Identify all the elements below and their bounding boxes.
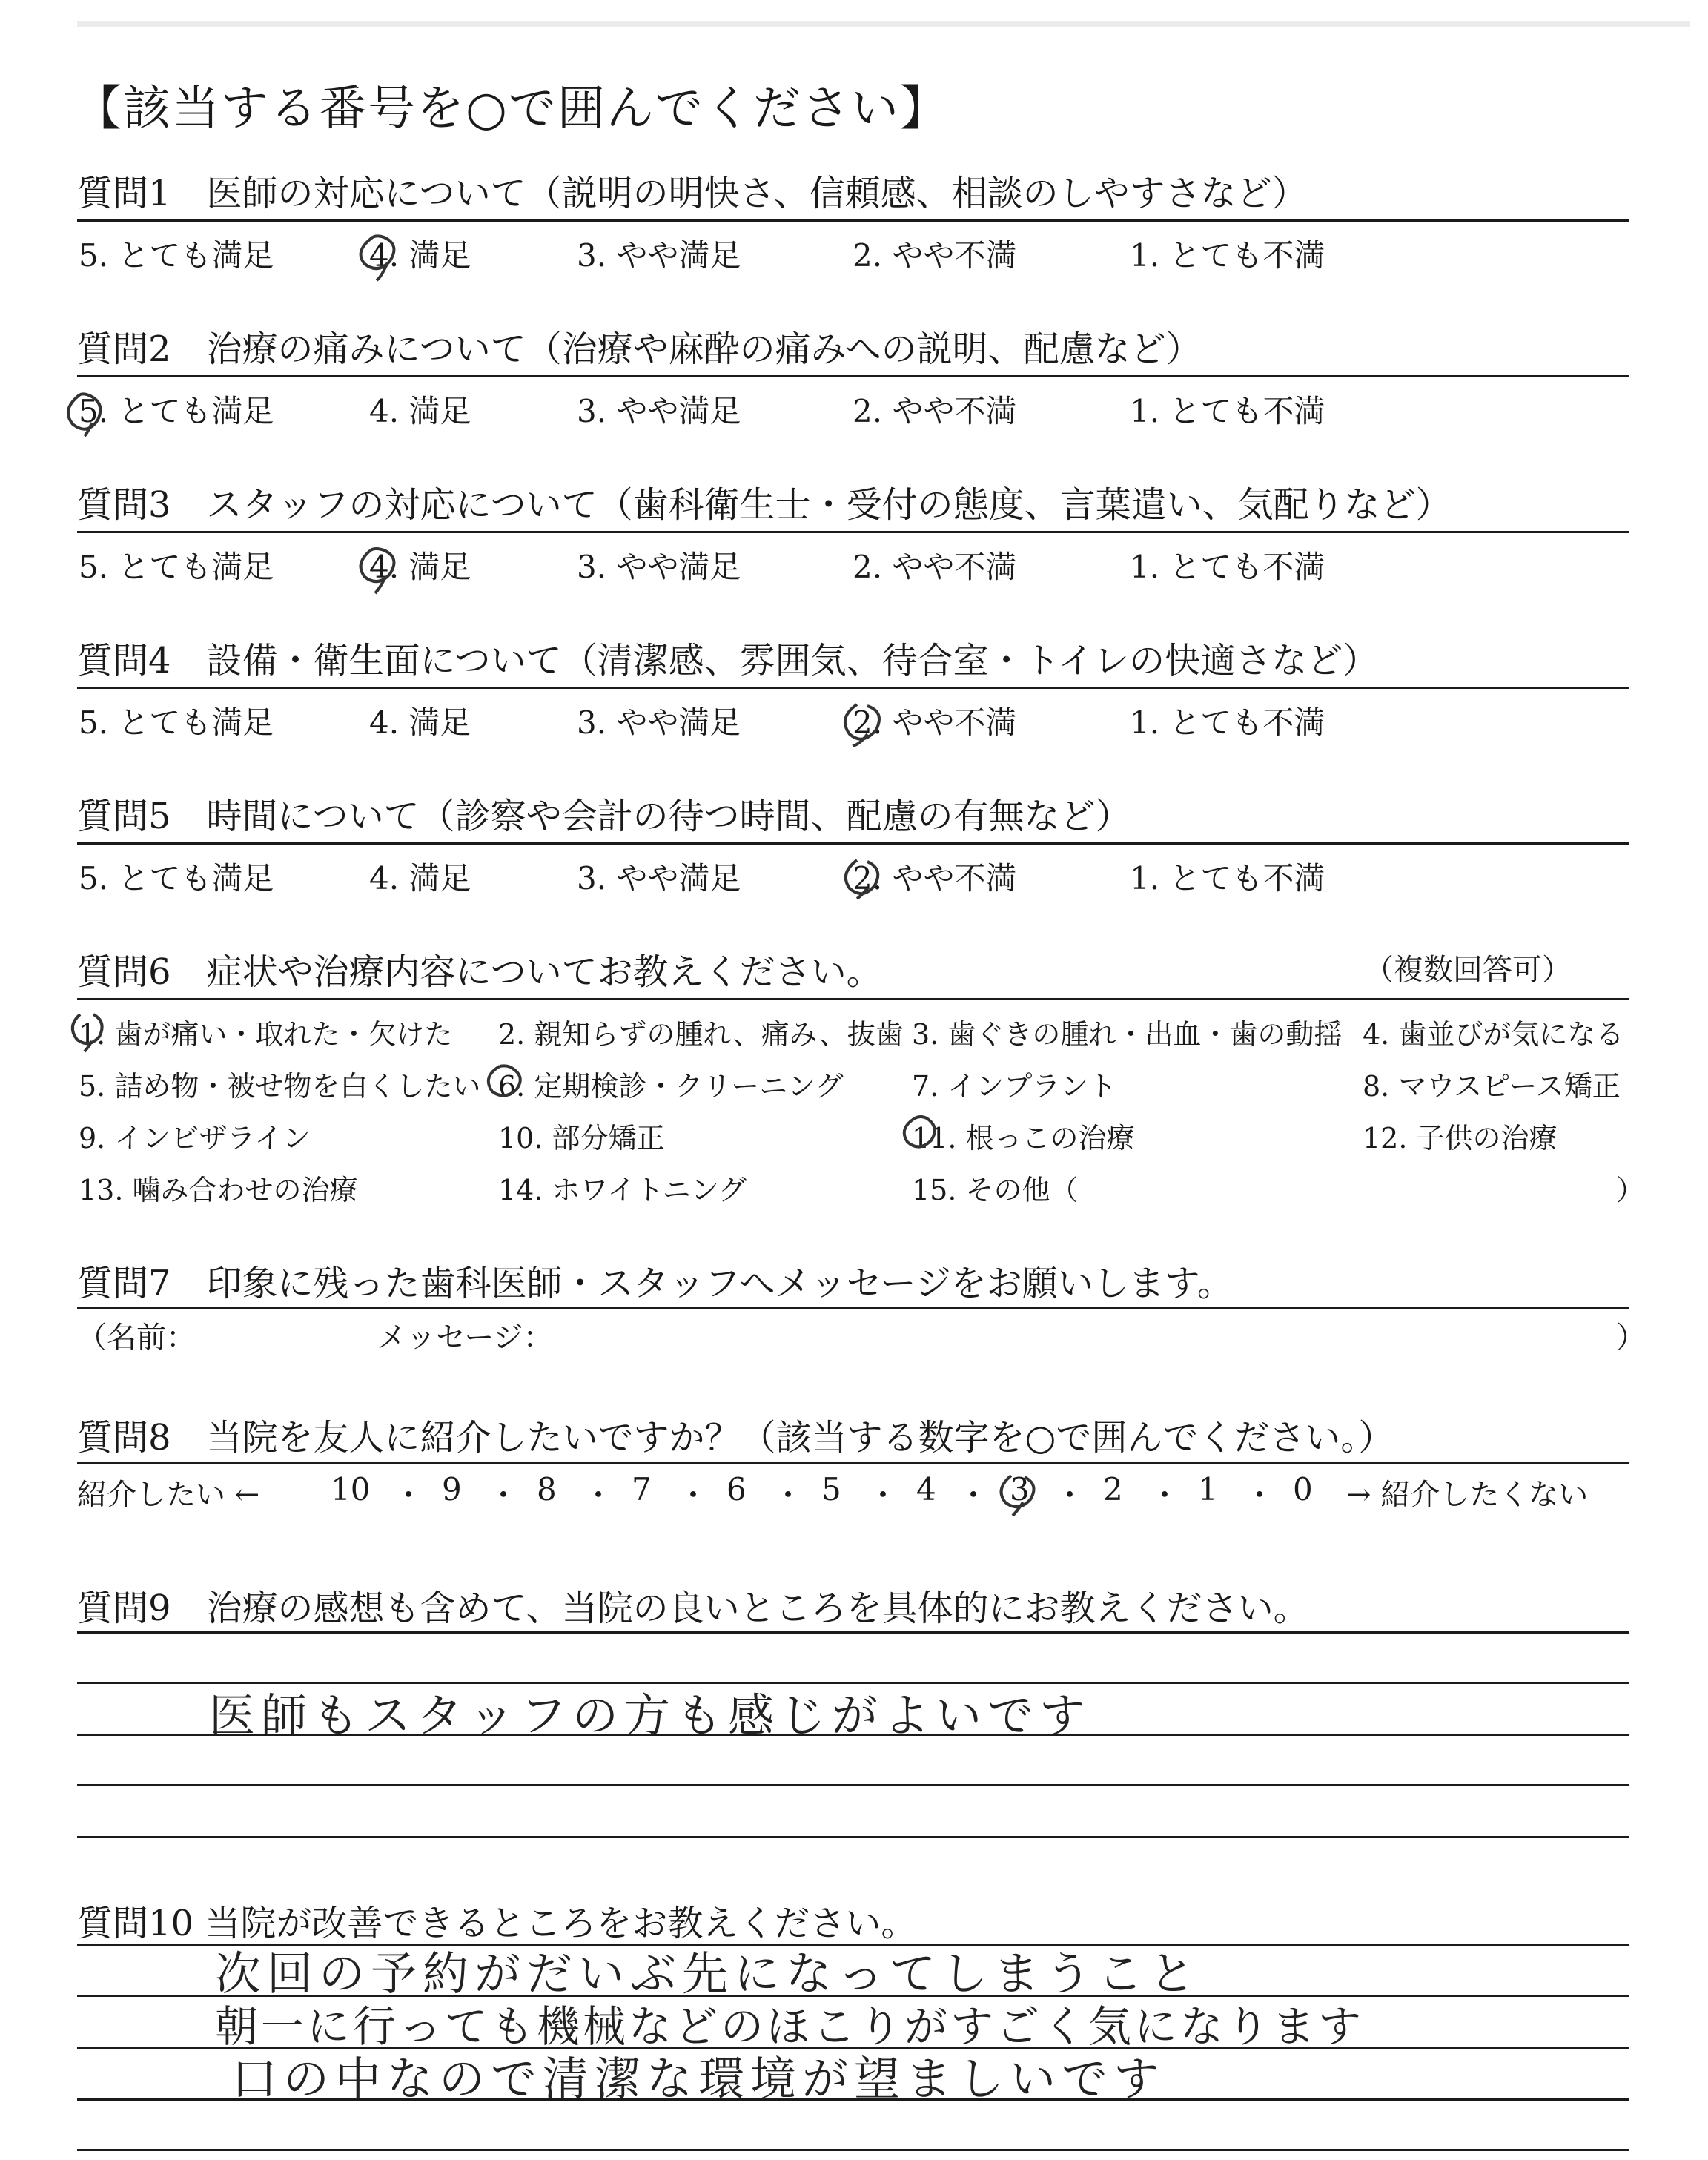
page-heading: 【該当する番号を○で囲んでください】 [74, 82, 949, 136]
q6-option-14[interactable]: 14. ホワイトニング [498, 1174, 747, 1206]
q10-handwritten-answer-1: 次回の予約がだいぶ先になってしまうこと [215, 1946, 1202, 2001]
q5-option-1[interactable]: 1. とても不満 [1130, 860, 1325, 896]
scale-dot: ・ [1054, 1477, 1086, 1513]
q1-option-1[interactable]: 1. とても不満 [1130, 237, 1325, 274]
q6-option-7[interactable]: 7. インプラント [912, 1070, 1117, 1103]
q2-option-2[interactable]: 2. やや不満 [853, 393, 1017, 429]
recommend-left-label: 紹介したい ← [77, 1478, 260, 1512]
q3-option-2[interactable]: 2. やや不満 [853, 549, 1017, 585]
q5-option-2[interactable]: 2. やや不満 [853, 860, 1017, 896]
top-border [77, 21, 1690, 27]
scale-4[interactable]: 4 [916, 1471, 936, 1507]
scale-dot: ・ [488, 1477, 520, 1513]
question-5-title: 質問5 時間について（診察や会計の待つ時間、配慮の有無など） [77, 796, 1131, 837]
question-3-rule [77, 531, 1629, 533]
q1-option-3[interactable]: 3. やや満足 [577, 237, 741, 274]
q10-handwritten-answer-3: 口の中なので清潔な環境が望ましいです [231, 2052, 1166, 2106]
scale-7[interactable]: 7 [632, 1471, 652, 1507]
q6-option-6[interactable]: 6. 定期検診・クリーニング [498, 1070, 844, 1103]
scale-8[interactable]: 8 [537, 1471, 557, 1507]
q6-option-3[interactable]: 3. 歯ぐきの腫れ・出血・歯の動揺 [912, 1018, 1343, 1051]
question-4-rule [77, 687, 1629, 689]
q1-option-4[interactable]: 4. 満足 [369, 237, 471, 274]
scale-9[interactable]: 9 [442, 1471, 462, 1507]
question-1-title: 質問1 医師の対応について（説明の明快さ、信頼感、相談のしやすさなど） [77, 173, 1308, 214]
q4-option-3[interactable]: 3. やや満足 [577, 704, 741, 741]
name-label: （名前： [77, 1321, 196, 1355]
q6-option-15[interactable]: 15. その他（ [912, 1174, 1079, 1206]
scale-10[interactable]: 10 [331, 1471, 371, 1507]
q6-option-5[interactable]: 5. 詰め物・被せ物を白くしたい [79, 1070, 481, 1103]
question-1-rule [77, 219, 1629, 222]
question-4-title: 質問4 設備・衛生面について（清潔感、雰囲気、待合室・トイレの快適さなど） [77, 640, 1379, 681]
question-2-title: 質問2 治療の痛みについて（治療や麻酔の痛みへの説明、配慮など） [77, 328, 1202, 370]
scale-6[interactable]: 6 [726, 1471, 747, 1507]
scale-2[interactable]: 2 [1103, 1471, 1123, 1507]
q6-option-13[interactable]: 13. 噛み合わせの治療 [79, 1174, 358, 1206]
scale-dot: ・ [1244, 1477, 1276, 1513]
q5-option-5[interactable]: 5. とても満足 [79, 860, 274, 896]
q6-option-4[interactable]: 4. 歯並びが気になる [1363, 1018, 1624, 1051]
scale-dot: ・ [958, 1477, 990, 1513]
q2-option-1[interactable]: 1. とても不満 [1130, 393, 1325, 429]
question-3-title: 質問3 スタッフの対応について（歯科衛生士・受付の態度、言葉遣い、気配りなど） [77, 484, 1452, 526]
q6-option-11[interactable]: 11. 根っこの治療 [912, 1122, 1135, 1155]
q6-other-close-paren: ） [1616, 1174, 1645, 1206]
scale-dot: ・ [772, 1477, 804, 1513]
question-7-title: 質問7 印象に残った歯科医師・スタッフへメッセージをお願いします。 [77, 1263, 1233, 1304]
scale-dot: ・ [583, 1477, 615, 1513]
q9-handwritten-answer: 医師もスタッフの方も感じがよいです [209, 1688, 1092, 1743]
recommend-right-label: → 紹介したくない [1346, 1478, 1589, 1512]
q3-option-4[interactable]: 4. 満足 [369, 549, 471, 585]
question-8-rule [77, 1462, 1629, 1464]
q6-option-12[interactable]: 12. 子供の治療 [1363, 1122, 1558, 1155]
q6-option-1[interactable]: 1. 歯が痛い・取れた・欠けた [79, 1018, 453, 1051]
q6-option-9[interactable]: 9. インビザライン [79, 1122, 311, 1155]
q1-option-2[interactable]: 2. やや不満 [853, 237, 1017, 274]
question-2-rule [77, 375, 1629, 377]
q7-close-paren: ） [1616, 1321, 1646, 1355]
q3-option-3[interactable]: 3. やや満足 [577, 549, 741, 585]
q4-option-2[interactable]: 2. やや不満 [853, 704, 1017, 741]
scale-3[interactable]: 3 [1010, 1471, 1030, 1507]
q6-option-10[interactable]: 10. 部分矯正 [498, 1122, 665, 1155]
question-7-rule [77, 1307, 1629, 1309]
scale-5[interactable]: 5 [821, 1471, 841, 1507]
q3-option-1[interactable]: 1. とても不満 [1130, 549, 1325, 585]
multiple-answers-note: （複数回答可） [1364, 953, 1572, 987]
q10-answer-line [77, 2149, 1629, 2151]
scale-dot: ・ [393, 1477, 425, 1513]
message-label: メッセージ： [377, 1321, 553, 1355]
question-5-rule [77, 842, 1629, 845]
q4-option-5[interactable]: 5. とても満足 [79, 704, 274, 741]
question-9-title: 質問9 治療の感想も含めて、当院の良いところを具体的にお教えください。 [77, 1588, 1309, 1629]
q9-answer-line [77, 1631, 1629, 1634]
q4-option-1[interactable]: 1. とても不満 [1130, 704, 1325, 741]
q6-option-8[interactable]: 8. マウスピース矯正 [1363, 1070, 1621, 1103]
scale-0[interactable]: 0 [1293, 1471, 1313, 1507]
q5-option-4[interactable]: 4. 満足 [369, 860, 471, 896]
scale-dot: ・ [1149, 1477, 1181, 1513]
q9-answer-line [77, 1784, 1629, 1786]
question-8-title: 質問8 当院を友人に紹介したいですか？（該当する数字を○で囲んでください。） [77, 1417, 1394, 1459]
q5-option-3[interactable]: 3. やや満足 [577, 860, 741, 896]
q1-option-5[interactable]: 5. とても満足 [79, 237, 274, 274]
question-10-title: 質問10 当院が改善できるところをお教えください。 [77, 1903, 917, 1944]
q6-option-2[interactable]: 2. 親知らずの腫れ、痛み、抜歯 [498, 1018, 904, 1051]
question-6-title: 質問6 症状や治療内容についてお教えください。 [77, 951, 882, 993]
scale-dot: ・ [867, 1477, 899, 1513]
scale-1[interactable]: 1 [1198, 1471, 1218, 1507]
q3-option-5[interactable]: 5. とても満足 [79, 549, 274, 585]
q2-option-5[interactable]: 5. とても満足 [79, 393, 274, 429]
q2-option-4[interactable]: 4. 満足 [369, 393, 471, 429]
q9-answer-line [77, 1836, 1629, 1838]
scale-dot: ・ [678, 1477, 709, 1513]
question-6-rule [77, 998, 1629, 1000]
q10-handwritten-answer-2: 朝一に行っても機械などのほこりがすごく気になります [215, 2001, 1365, 2052]
q2-option-3[interactable]: 3. やや満足 [577, 393, 741, 429]
q4-option-4[interactable]: 4. 満足 [369, 704, 471, 741]
